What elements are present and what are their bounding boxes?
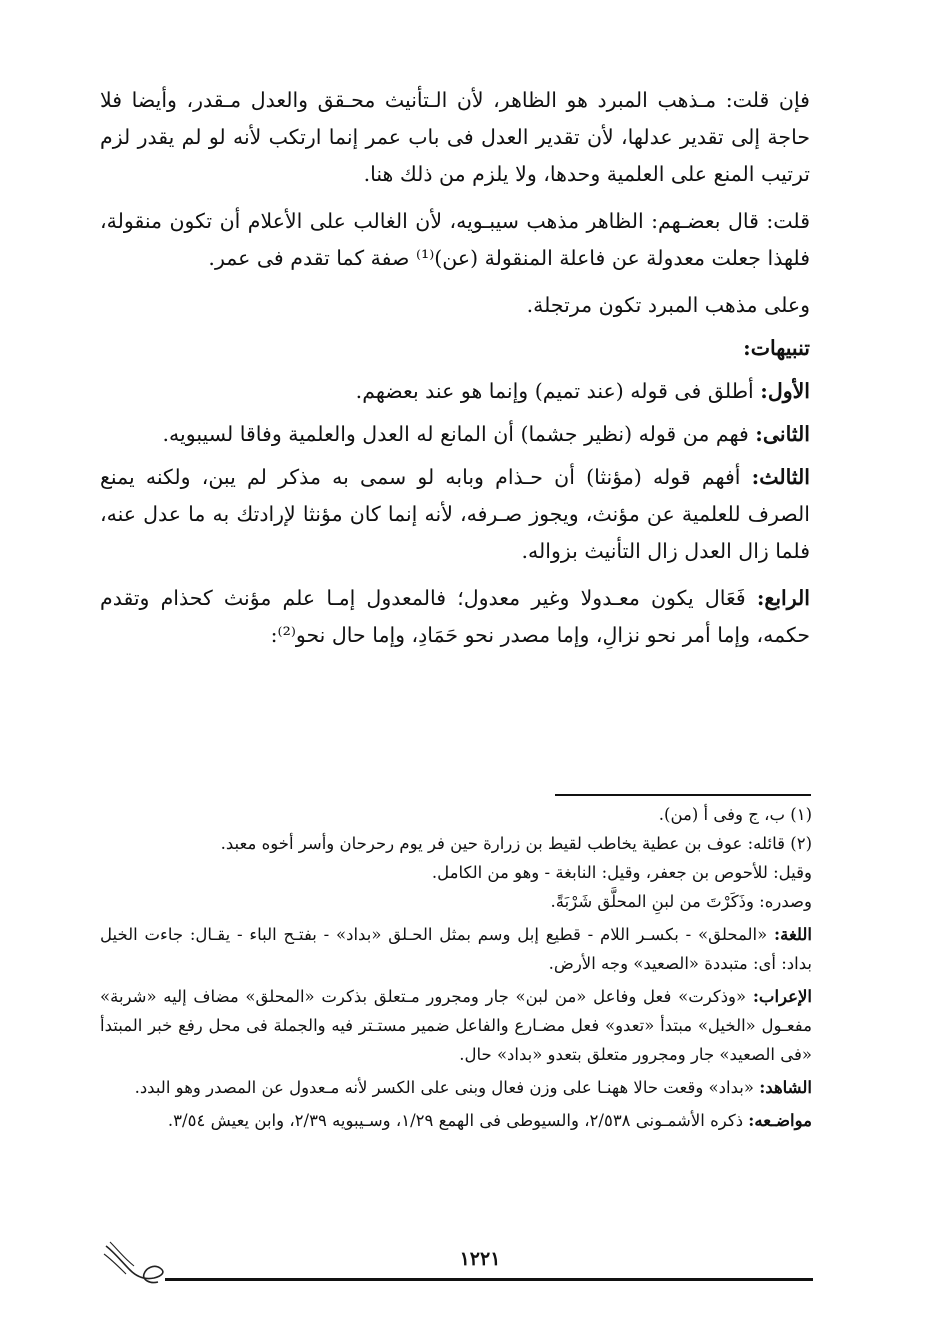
- footnote-shahid: [100, 1073, 812, 1102]
- note-fourth: [100, 580, 810, 654]
- main-text: [100, 82, 810, 664]
- footnote-2: (٢) قائله: عوف بن عطية يخاطب لقيط بن زرارة حين فر يوم رحرحان وأسر أخوه معبد.: [220, 834, 812, 853]
- page-number: ١٢٢١: [459, 1248, 501, 1270]
- footnote-irab-label: الإعراب:: [752, 987, 812, 1006]
- footnote-lugha-label: اللغة:: [774, 925, 812, 944]
- footnote-1: (١) ب، ج وفى أ (من).: [658, 805, 812, 824]
- flourish-ornament-icon: [100, 1238, 170, 1288]
- note-second-label: الثانى:: [755, 422, 810, 446]
- footnote-2-attribution: وقيل: للأحوص بن جعفر، وقيل: النابغة - وهو من الكامل.: [431, 863, 812, 882]
- footnote-divider: [555, 794, 811, 796]
- section-heading: تنبيهات:: [743, 336, 810, 360]
- footnote-irab: [100, 982, 812, 1069]
- note-third-label: الثالث:: [751, 465, 810, 489]
- note-first: [100, 373, 810, 410]
- paragraph-objection: فإن قلت: مـذهب المبرد هو الظاهر، لأن الـتأنيث محـقق والعدل مـقدر، وأيضا فلا حاجة إلى تقدير عدلها، لأن تقدير العدل فى باب عمر إنما ارتكب لأنه لو لم يقدر لزم ترتيب المنع على العلمية وحدها، ولا يلزم من ذلك هنا.: [100, 88, 810, 186]
- bottom-rule: [165, 1278, 813, 1281]
- note-second: [100, 416, 810, 453]
- paragraph-mubarrad: وعلى مذهب المبرد تكون مرتجلة.: [526, 293, 810, 317]
- footnote-lugha: [100, 920, 812, 978]
- note-second-text: فهم من قوله (نظير جشما) أن المانع له العدل والعلمية وفاقا لسيبويه.: [162, 422, 756, 446]
- note-fourth-text: فَعَال يكون معـدولا وغير معدول؛ فالمعدول إمـا علم مؤنث كحذام وتقدم حكمه، وإما أمر نحو نزالِ، وإما مصدر نحو حَمَادِ، وإما حال نحو⁽²⁾:: [100, 586, 810, 647]
- paragraph-answer: قلت: قال بعضـهم: الظاهر مذهب سيبـويه، لأن الغالب على الأعلام أن تكون منقولة، فلهذا جعلت معدولة عن فاعلة المنقولة (عن)⁽¹⁾ صفة كما تقدم فى عمر.: [100, 209, 810, 270]
- footnotes: [100, 800, 812, 1135]
- note-third: [100, 459, 810, 570]
- footnote-shahid-text: «بداد» وقعت حالا ههنـا على وزن فعال وبنى على الكسر لأنه مـعدول عن المصدر وهو البدد.: [134, 1078, 760, 1097]
- footnote-2-verse: وصدره: وذَكَرْتَ من لبنِ المحلَّق شَرْبَةً.: [550, 892, 812, 911]
- footnote-irab-text: «وذكرت» فعل وفاعل «من لبن» جار ومجرور مـتعلق بذكرت «المحلق» مضاف إليه «شربة» مفعـول «الخيل» مبتدأ «تعدو» فعل مضـارع والفاعل ضمير مستـتر فيه والجملة فى محل رفع خبر المبتدأ «فى الصعيد» جار ومجرور متعلق بتعدو «بداد» حال.: [100, 987, 812, 1064]
- note-third-text: أفهم قوله (مؤنثا) أن حـذام وبابه لو سمى به مذكر لم يبن، ولكنه يمنع الصرف للعلمية عن مؤنث، ويجوز صـرفه، لأنه إنما كان مؤنثا لإرادتك به ما عدل عنه، فلما زال العدل زال التأنيث بزواله.: [100, 465, 810, 563]
- note-first-label: الأول:: [760, 379, 810, 403]
- footnote-shahid-label: الشاهد:: [759, 1078, 812, 1097]
- note-fourth-label: الرابع:: [756, 586, 810, 610]
- note-first-text: أطلق فى قوله (عند تميم) وإنما هو عند بعضهم.: [355, 379, 761, 403]
- footnote-mawadi-text: ذكره الأشمـونى ٢/٥٣٨، والسيوطى فى الهمع ١/٢٩، وسـيبويه ٢/٣٩، وابن يعيش ٣/٥٤.: [167, 1111, 749, 1130]
- footnote-mawadi: [100, 1106, 812, 1135]
- footnote-mawadi-label: مواضـعه:: [748, 1111, 812, 1130]
- footnote-lugha-text: «المحلق» - بكسـر اللام - قطيع إبل وسم بمثل الحـلق «بداد» - بفتـح الباء - يقـال: جاءت الخيل بداد: أى: متبددة «الصعيد» وجه الأرض.: [100, 925, 812, 973]
